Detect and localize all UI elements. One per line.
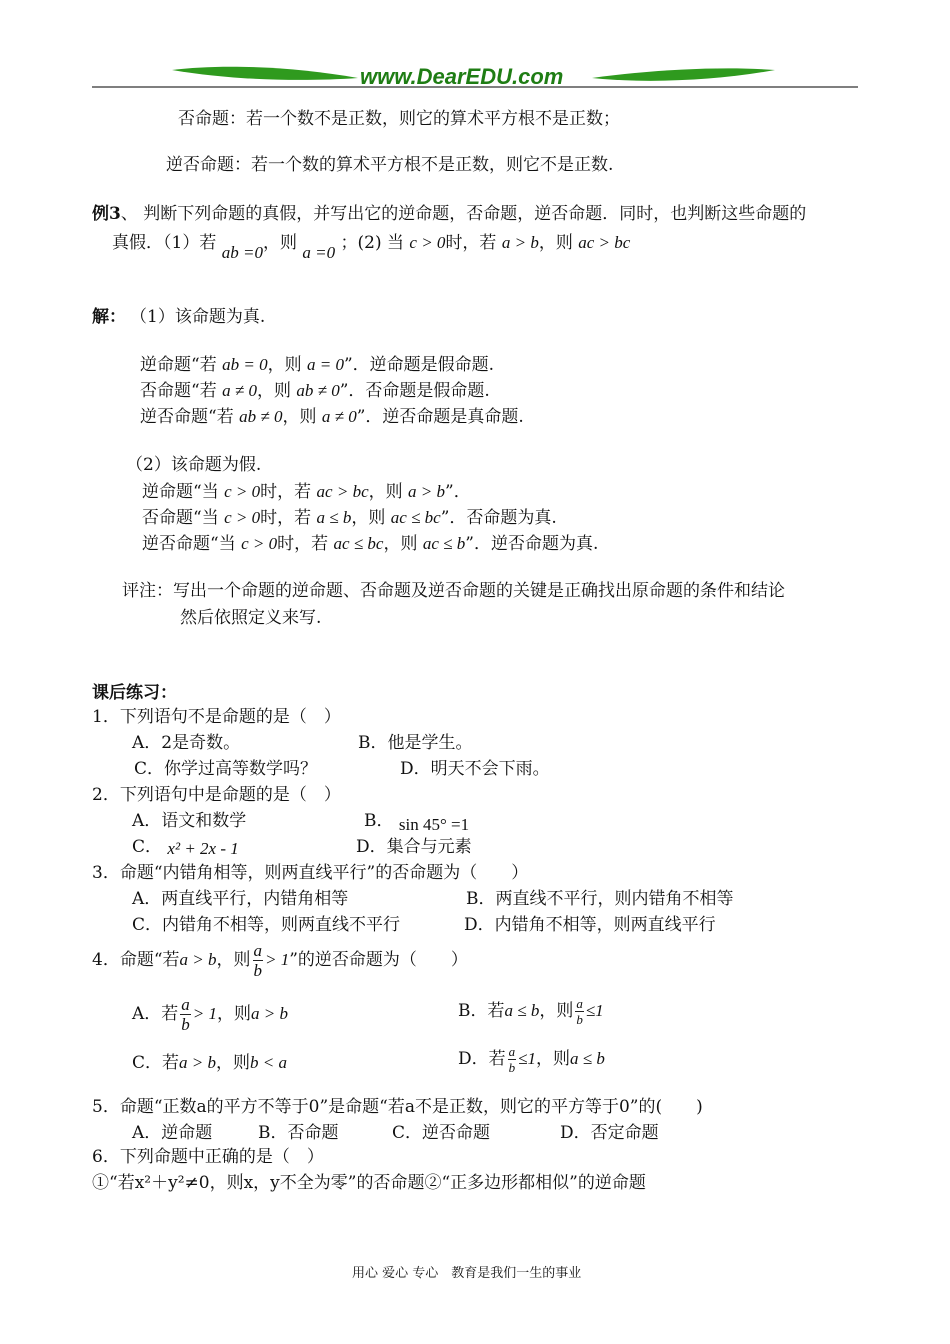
- denominator: b: [181, 1015, 190, 1034]
- text: ，则: [267, 355, 302, 375]
- numerator: a: [576, 996, 583, 1011]
- numerator: a: [508, 1044, 516, 1059]
- q4-option-d: [458, 1044, 605, 1074]
- math: a ≠ 0: [222, 381, 257, 400]
- text: 时，若: [277, 534, 329, 554]
- contrapositive-statement: 逆否命题：若一个数的算术平方根不是正数，则它不是正数.: [166, 155, 614, 175]
- math-a-gt-b: a > b: [501, 233, 539, 252]
- text: 4．命题“若: [92, 950, 180, 970]
- logo-text: www.DearEDU.com: [360, 64, 564, 89]
- text: C．若: [132, 1053, 180, 1073]
- q3-option-d: D．内错角不相等，则两直线平行: [464, 915, 716, 935]
- example3-text-a: 真假．（1）若: [112, 233, 217, 253]
- q5-option-d: D．否定命题: [560, 1123, 659, 1143]
- example3-text-ze: ，则: [262, 233, 297, 253]
- example3-text-shi: 时，若: [445, 233, 497, 253]
- q1-option-d: D．明天不会下雨。: [400, 759, 550, 779]
- text: ”的逆否命题为（ ）: [289, 950, 468, 970]
- solution-part2: （2）该命题为假.: [126, 455, 262, 475]
- example3-text: 、 判断下列命题的真假，并写出它的逆命题，否命题，逆否命题．同时，也判断这些命题的: [120, 204, 807, 224]
- math: c > 0: [224, 482, 261, 501]
- denominator: b: [508, 1060, 516, 1075]
- example3-line1: [92, 199, 806, 224]
- math: a > b: [408, 482, 445, 501]
- q3-option-b: B．两直线不平行，则内错角不相等: [466, 889, 734, 909]
- q6: 6．下列命题中正确的是（ ）: [92, 1147, 324, 1167]
- math: ab = 0: [222, 355, 268, 374]
- example3-line2: [112, 228, 631, 262]
- fraction-a-over-b: [508, 1045, 517, 1074]
- q6-items: ①“若x²＋y²≠0，则x，y不全为零”的否命题②“正多边形都相似”的逆命题: [92, 1173, 646, 1193]
- math: > 1: [192, 1004, 218, 1023]
- example3-text-ze2: ，则: [538, 233, 573, 253]
- solution-line-contrapositive-2: [142, 529, 598, 554]
- fraction-a-over-b: [180, 996, 191, 1033]
- text: ，则: [368, 482, 403, 502]
- exercises-title: 课后练习：: [92, 683, 177, 703]
- q5: 5．命题“正数a的平方不等于0”是命题“若a不是正数，则它的平方等于0”的( ): [92, 1097, 703, 1117]
- text: ，则: [216, 1053, 250, 1073]
- q1: 1．下列语句不是命题的是（ ）: [92, 707, 341, 727]
- fraction-a-over-b: [575, 997, 584, 1026]
- q2-option-a: A．语文和数学: [132, 811, 247, 831]
- example3-label: 例3: [92, 204, 121, 224]
- math-c-gt-0: c > 0: [409, 233, 446, 252]
- text: ，则: [256, 381, 291, 401]
- math: a > b: [251, 1004, 288, 1023]
- math: ac ≤ bc: [390, 508, 441, 527]
- math: a ≤ b: [569, 1049, 605, 1068]
- text: ，则: [217, 1004, 252, 1024]
- text: 时，若: [260, 482, 312, 502]
- denominator: b: [253, 961, 262, 980]
- math: ac ≤ bc: [333, 534, 384, 553]
- math-a-eq-0: a =0: [302, 243, 336, 262]
- math: a ≤ b: [316, 508, 352, 527]
- text: ，则: [383, 534, 418, 554]
- text: 逆命题“当: [142, 482, 219, 502]
- math: a ≤ b: [504, 1001, 540, 1020]
- text: ”．: [445, 482, 471, 502]
- q4-option-a: [132, 996, 288, 1033]
- solution-label: 解：: [92, 307, 126, 327]
- text: 逆否命题“当: [142, 534, 236, 554]
- q4-option-c: [132, 1048, 287, 1073]
- text: ”．逆否命题是真命题.: [356, 407, 524, 427]
- q2-option-c: [132, 832, 239, 857]
- text: ”．逆命题是假命题.: [343, 355, 495, 375]
- solution-part1: （1）该命题为真.: [130, 307, 266, 327]
- solution-line-inverse-2: [142, 503, 557, 528]
- math: ac ≤ b: [422, 534, 466, 553]
- text: ，则: [351, 508, 386, 528]
- solution-line-inverse-1: [140, 376, 490, 401]
- text: 逆命题“若: [140, 355, 217, 375]
- text: ，则: [216, 950, 251, 970]
- q4-option-b: [458, 996, 604, 1026]
- text: ，则: [535, 1049, 570, 1069]
- text: D．若: [458, 1049, 506, 1069]
- math: a = 0: [307, 355, 344, 374]
- text: ”．否命题是假命题.: [339, 381, 490, 401]
- math: ab ≠ 0: [296, 381, 340, 400]
- q2-option-d: D．集合与元素: [356, 837, 472, 857]
- numerator: a: [181, 995, 190, 1014]
- text: ，则: [282, 407, 317, 427]
- footer-slogan: 用心 爱心 专心 教育是我们一生的事业: [352, 1266, 582, 1281]
- math: b < a: [250, 1053, 287, 1072]
- q1-option-a: A．2是奇数。: [132, 733, 241, 753]
- negation-statement: 否命题：若一个数不是正数，则它的算术平方根不是正数；: [178, 109, 620, 129]
- comment-line2: 然后依照定义来写.: [180, 608, 322, 628]
- text: B．若: [458, 1001, 505, 1021]
- math: ≤1: [518, 1049, 536, 1068]
- text: ”．否命题为真.: [440, 508, 557, 528]
- option-label: C．: [132, 837, 163, 857]
- q3: 3．命题“内错角相等，则两直线平行”的否命题为（ ）: [92, 863, 529, 883]
- q5-option-b: B．否命题: [258, 1123, 339, 1143]
- solution-line-contrapositive-1: [140, 402, 524, 427]
- q2: 2．下列语句中是命题的是（ ）: [92, 785, 341, 805]
- q3-option-c: C．内错角不相等，则两直线不平行: [132, 915, 401, 935]
- text: 否命题“若: [140, 381, 217, 401]
- denominator: b: [576, 1012, 583, 1027]
- text: 否命题“当: [142, 508, 219, 528]
- math: c > 0: [241, 534, 278, 553]
- q4: [92, 942, 468, 979]
- solution-line-converse-2: [142, 477, 471, 502]
- text: 逆否命题“若: [140, 407, 234, 427]
- q5-option-c: C．逆否命题: [392, 1123, 491, 1143]
- q2-option-b: [364, 806, 470, 834]
- text: 时，若: [260, 508, 312, 528]
- math: ac > bc: [316, 482, 369, 501]
- math: a ≠ 0: [321, 407, 357, 426]
- math: a > b: [179, 1053, 216, 1072]
- q3-option-a: A．两直线平行，内错角相等: [132, 889, 349, 909]
- q1-option-b: B．他是学生。: [358, 733, 473, 753]
- q5-option-a: A．逆命题: [132, 1123, 213, 1143]
- logo-swoosh-left: [172, 67, 358, 80]
- math: a > b: [179, 950, 217, 969]
- logo-swoosh-right: [592, 68, 775, 80]
- math-ac-gt-bc: ac > bc: [578, 233, 631, 252]
- fraction-a-over-b: [253, 942, 264, 979]
- example3-text-b: ；(2) 当: [340, 233, 404, 253]
- math: > 1: [265, 950, 290, 969]
- math: c > 0: [224, 508, 261, 527]
- math-sin45: sin 45° =1: [398, 815, 470, 834]
- text: ，则: [539, 1001, 574, 1021]
- math: ab ≠ 0: [239, 407, 283, 426]
- solution-line-converse-1: [140, 350, 494, 375]
- text: ”．逆否命题为真.: [465, 534, 599, 554]
- text: A．若: [132, 1004, 179, 1024]
- q1-option-c: C．你学过高等数学吗？: [134, 759, 318, 779]
- math-ab-eq-0: ab =0: [221, 243, 263, 262]
- option-label: B．: [364, 811, 394, 831]
- numerator: a: [253, 941, 262, 960]
- comment-line1: 评注：写出一个命题的逆命题、否命题及逆否命题的关键是正确找出原命题的条件和结论: [122, 581, 785, 601]
- math: ≤1: [585, 1001, 604, 1020]
- math-polynomial: x² + 2x - 1: [167, 839, 239, 858]
